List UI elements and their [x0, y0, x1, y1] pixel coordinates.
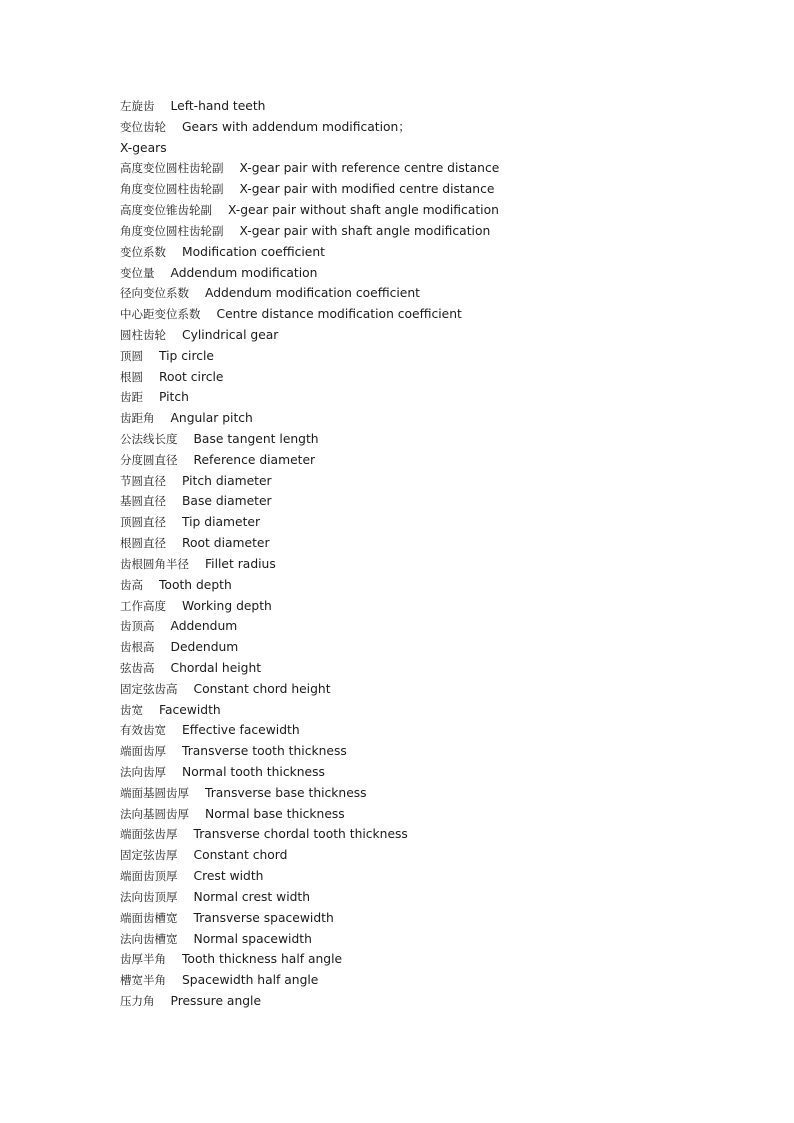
term-chinese: 圆柱齿轮 — [120, 327, 166, 342]
term-english: Transverse base thickness — [205, 785, 367, 800]
term-chinese: 径向变位系数 — [120, 286, 189, 301]
gear-terminology-list — [120, 96, 740, 1012]
term-english: X-gear pair with modified centre distance — [239, 182, 495, 197]
term-english: X-gears — [120, 140, 167, 155]
term-chinese: 端面弦齿厚 — [120, 827, 178, 842]
term-chinese: 固定弦齿高 — [120, 681, 178, 696]
term-chinese: 变位系数 — [120, 244, 166, 259]
glossary-entry — [120, 512, 740, 533]
term-chinese: 齿高 — [120, 577, 143, 592]
term-english: Gears with addendum modification； — [182, 119, 411, 134]
term-chinese: 分度圆直径 — [120, 452, 178, 467]
glossary-entry — [120, 450, 740, 471]
term-chinese: 法向齿顶厚 — [120, 889, 178, 904]
term-chinese: 端面齿顶厚 — [120, 869, 178, 884]
term-english: Dedendum — [170, 640, 239, 655]
term-english: Root circle — [159, 369, 224, 384]
term-english: Cylindrical gear — [182, 327, 279, 342]
glossary-entry — [120, 408, 740, 429]
glossary-entry — [120, 96, 740, 117]
term-english: Modification coefficient — [182, 244, 325, 259]
term-chinese: 角度变位圆柱齿轮副 — [120, 182, 224, 197]
term-english: Addendum modification coefficient — [205, 286, 420, 301]
term-english: Working depth — [182, 598, 272, 613]
glossary-entry — [120, 346, 740, 367]
term-english: Reference diameter — [193, 452, 316, 467]
term-english: Pressure angle — [170, 993, 262, 1008]
term-chinese: 高度变位锥齿轮副 — [120, 203, 212, 218]
term-english: Normal spacewidth — [193, 931, 312, 946]
term-chinese: 槽宽半角 — [120, 973, 166, 988]
term-english: X-gear pair without shaft angle modification — [228, 203, 499, 218]
term-chinese: 变位量 — [120, 265, 155, 280]
term-chinese: 齿顶高 — [120, 619, 155, 634]
glossary-entry — [120, 804, 740, 825]
glossary-entry — [120, 200, 740, 221]
glossary-entry — [120, 658, 740, 679]
term-chinese: 变位齿轮 — [120, 119, 166, 134]
glossary-entry — [120, 554, 740, 575]
glossary-entry — [120, 491, 740, 512]
glossary-entry — [120, 929, 740, 950]
term-chinese: 公法线长度 — [120, 432, 178, 446]
term-english: Tooth depth — [159, 577, 232, 592]
term-english: Crest width — [193, 869, 264, 884]
term-english: Fillet radius — [205, 556, 276, 571]
term-english: Constant chord height — [193, 681, 331, 696]
term-chinese: 角度变位圆柱齿轮副 — [120, 223, 224, 238]
term-chinese: 齿根圆角半径 — [120, 556, 189, 571]
term-chinese: 顶圆直径 — [120, 515, 166, 530]
term-chinese: 顶圆 — [120, 348, 143, 363]
term-english: Effective facewidth — [182, 723, 300, 738]
term-chinese: 法向齿厚 — [120, 765, 166, 779]
glossary-entry — [120, 221, 740, 242]
glossary-entry — [120, 367, 740, 388]
term-chinese: 齿距 — [120, 390, 143, 405]
term-english: Tooth thickness half angle — [182, 952, 343, 967]
term-chinese: 齿距角 — [120, 411, 155, 426]
term-english: Normal base thickness — [205, 806, 345, 821]
term-english: Chordal height — [170, 660, 262, 675]
glossary-entry — [120, 679, 740, 700]
glossary-entry — [120, 387, 740, 408]
term-chinese: 齿宽 — [120, 702, 143, 717]
glossary-entry — [120, 283, 740, 304]
glossary-entry — [120, 991, 740, 1012]
glossary-entry — [120, 596, 740, 617]
glossary-entry — [120, 471, 740, 492]
term-english: X-gear pair with shaft angle modification — [239, 223, 491, 238]
term-chinese: 法向齿槽宽 — [120, 931, 178, 946]
term-english: Addendum modification — [170, 265, 318, 280]
glossary-entry — [120, 325, 740, 346]
glossary-entry — [120, 575, 740, 596]
glossary-entry — [120, 741, 740, 762]
term-english: Transverse chordal tooth thickness — [193, 827, 408, 842]
glossary-entry — [120, 824, 740, 845]
term-chinese: 节圆直径 — [120, 473, 166, 488]
term-english: Transverse tooth thickness — [182, 744, 347, 759]
term-english: Normal tooth thickness — [182, 765, 325, 779]
term-english: Pitch — [159, 390, 189, 405]
term-chinese: 齿厚半角 — [120, 952, 166, 967]
term-english: Addendum — [170, 619, 238, 634]
term-english: Pitch diameter — [182, 473, 272, 488]
term-english: Constant chord — [193, 848, 288, 863]
glossary-entry — [120, 949, 740, 970]
term-chinese: 根圆直径 — [120, 536, 166, 551]
term-chinese: 弦齿高 — [120, 660, 155, 675]
term-chinese: 端面齿槽宽 — [120, 910, 178, 925]
term-english: Normal crest width — [193, 889, 311, 904]
glossary-entry — [120, 970, 740, 991]
glossary-entry — [120, 700, 740, 721]
term-english: Angular pitch — [170, 411, 253, 426]
term-english: Left-hand teeth — [170, 99, 266, 113]
term-english: Root diameter — [182, 536, 270, 551]
term-chinese: 高度变位圆柱齿轮副 — [120, 161, 224, 176]
glossary-entry — [120, 138, 740, 159]
term-english: Transverse spacewidth — [193, 910, 334, 925]
term-english: Base tangent length — [193, 432, 319, 446]
term-chinese: 工作高度 — [120, 598, 166, 613]
term-chinese: 基圆直径 — [120, 494, 166, 509]
glossary-entry — [120, 179, 740, 200]
glossary-entry — [120, 158, 740, 179]
glossary-entry — [120, 908, 740, 929]
term-chinese: 法向基圆齿厚 — [120, 806, 189, 821]
glossary-entry — [120, 263, 740, 284]
glossary-entry — [120, 866, 740, 887]
term-english: Tip circle — [159, 348, 214, 363]
glossary-entry — [120, 637, 740, 658]
glossary-entry — [120, 117, 740, 138]
glossary-entry — [120, 845, 740, 866]
term-english: X-gear pair with reference centre distance — [239, 161, 500, 176]
term-chinese: 有效齿宽 — [120, 723, 166, 738]
glossary-entry — [120, 429, 740, 450]
term-english: Base diameter — [182, 494, 272, 509]
glossary-entry — [120, 304, 740, 325]
glossary-entry — [120, 762, 740, 783]
term-chinese: 端面齿厚 — [120, 744, 166, 759]
term-english: Centre distance modification coefficient — [216, 307, 462, 322]
term-chinese: 左旋齿 — [120, 99, 155, 113]
term-chinese: 压力角 — [120, 993, 155, 1008]
term-chinese: 中心距变位系数 — [120, 307, 201, 322]
glossary-entry — [120, 242, 740, 263]
term-chinese: 根圆 — [120, 369, 143, 384]
term-chinese: 端面基圆齿厚 — [120, 785, 189, 800]
glossary-entry — [120, 720, 740, 741]
term-english: Facewidth — [159, 702, 221, 717]
glossary-entry — [120, 616, 740, 637]
term-chinese: 齿根高 — [120, 640, 155, 655]
glossary-entry — [120, 887, 740, 908]
term-english: Spacewidth half angle — [182, 973, 319, 988]
glossary-entry — [120, 533, 740, 554]
term-english: Tip diameter — [182, 515, 261, 530]
glossary-entry — [120, 783, 740, 804]
term-chinese: 固定弦齿厚 — [120, 848, 178, 863]
